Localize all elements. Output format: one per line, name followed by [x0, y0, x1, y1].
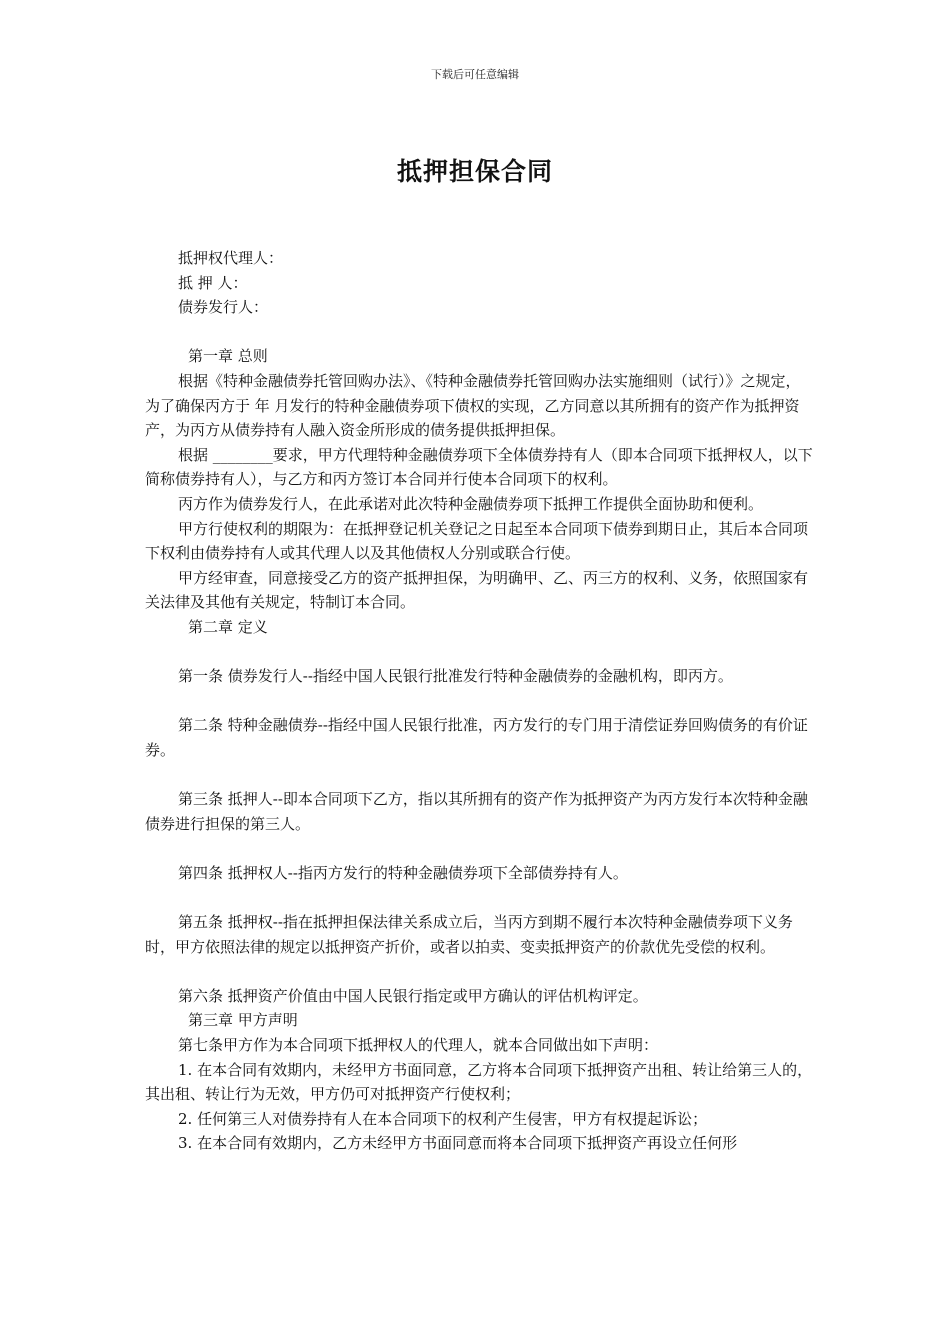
article: 第六条 抵押资产价值由中国人民银行指定或甲方确认的评估机构评定。	[178, 986, 648, 1005]
chapter-1-paragraph: 甲方行使权利的期限为：在抵押登记机关登记之日起至本合同项下债券到期日止，其后本合同项下权利由债券持有人或其代理人以及其他债权人分别或联合行使。	[145, 519, 809, 563]
spacer	[145, 885, 813, 910]
list-item: 2. 任何第三人对债券持有人在本合同项下的权利产生侵害，甲方有权提起诉讼；	[178, 1109, 708, 1128]
spacer	[145, 959, 813, 984]
chapter-1-paragraph: 甲方经审查，同意接受乙方的资产抵押担保，为明确甲、乙、丙三方的权利、义务，依照国家有关法律及其他有关规定，特制订本合同。	[145, 568, 809, 612]
spacer	[145, 320, 813, 345]
article: 第二条 特种金融债券--指经中国人民银行批准，丙方发行的专门用于清偿证券回购债务的有价证券。	[145, 716, 808, 759]
chapter-1-heading: 第一章 总则	[188, 347, 268, 366]
party-mortgagor: 抵 押 人：	[178, 273, 248, 292]
spacer	[145, 640, 813, 665]
list-item: 3. 在本合同有效期内，乙方未经甲方书面同意而将本合同项下抵押资产再设立任何形	[178, 1134, 738, 1153]
document-title: 抵押担保合同	[396, 157, 553, 186]
party-bond-issuer: 债券发行人：	[178, 298, 269, 317]
document-body	[145, 246, 813, 1156]
spacer	[145, 762, 813, 787]
spacer	[145, 836, 813, 861]
article: 第一条 债券发行人--指经中国人民银行批准发行特种金融债券的金融机构，即丙方。	[178, 667, 733, 686]
chapter-1-paragraph: 根据 ________要求，甲方代理特种金融债券项下全体债券持有人（即本合同项下抵押权人，以下简称债券持有人），与乙方和丙方签订本合同并行使本合同项下的权利。	[145, 445, 813, 489]
article-7-intro: 第七条甲方作为本合同项下抵押权人的代理人，就本合同做出如下声明：	[178, 1036, 659, 1054]
chapter-2-heading: 第二章 定义	[188, 617, 268, 636]
header-note: 下载后可任意编辑	[431, 68, 519, 81]
article: 第四条 抵押权人--指丙方发行的特种金融债券项下全部债券持有人。	[178, 863, 628, 882]
article: 第三条 抵押人--即本合同项下乙方，指以其所拥有的资产作为抵押资产为丙方发行本次特种金融债券进行担保的第三人。	[145, 790, 808, 833]
list-item: 1. 在本合同有效期内，未经甲方书面同意，乙方将本合同项下抵押资产出租、转让给第三人的，其出租、转让行为无效，甲方仍可对抵押资产行使权利；	[145, 1060, 813, 1104]
article: 第五条 抵押权--指在抵押担保法律关系成立后，当丙方到期不履行本次特种金融债券项下义务时，甲方依照法律的规定以抵押资产折价，或者以拍卖、变卖抵押资产的价款优先受偿的权利。	[145, 913, 793, 956]
spacer	[145, 689, 813, 714]
chapter-3-heading: 第三章 甲方声明	[188, 1011, 298, 1030]
party-mortgage-agent: 抵押权代理人：	[178, 249, 284, 267]
chapter-1-paragraph: 丙方作为债券发行人，在此承诺对此次特种金融债券项下抵押工作提供全面协助和便利。	[178, 494, 764, 513]
chapter-1-paragraph: 根据《特种金融债券托管回购办法》、《特种金融债券托管回购办法实施细则（试行）》之规定，为了确保丙方于 年 月发行的特种金融债券项下债权的实现，乙方同意以其所拥有的资产作为抵押资产，为丙方从债券持有人融入资金所形成的债务提供抵押担保。	[145, 371, 801, 440]
